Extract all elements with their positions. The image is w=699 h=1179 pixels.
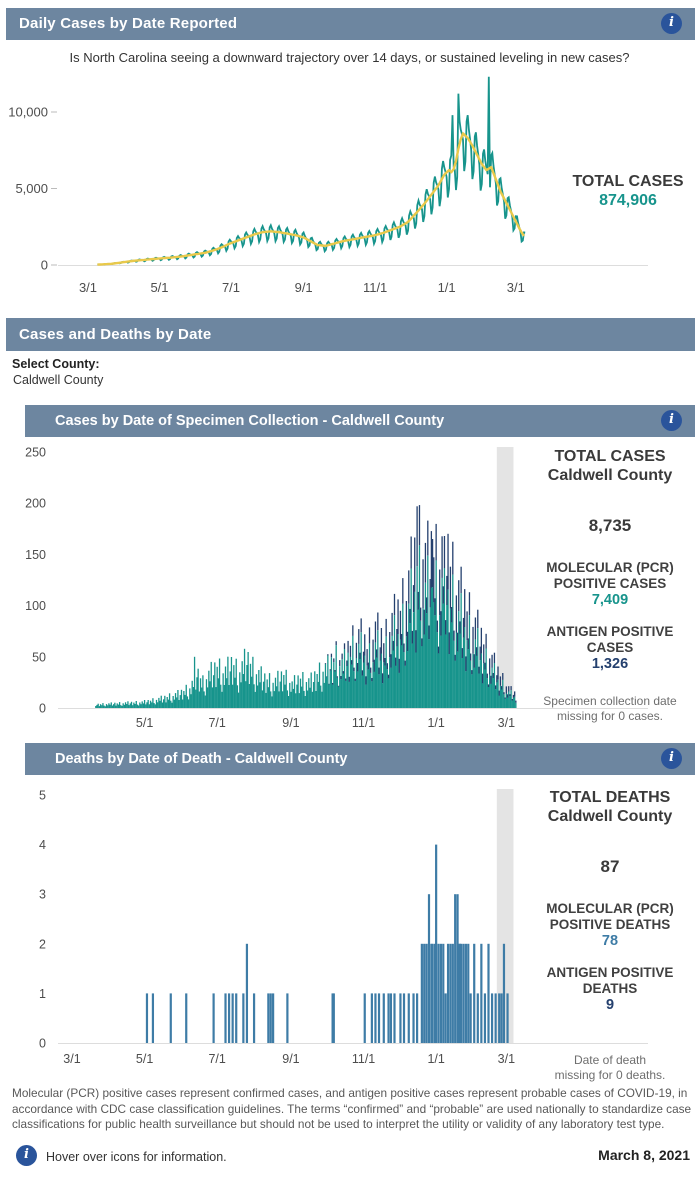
info-icon[interactable]: i xyxy=(661,410,682,431)
antigen-cases-label-1: ANTIGEN POSITIVE xyxy=(546,624,674,639)
antigen-deaths-value: 9 xyxy=(605,997,615,1013)
deaths-stats-county: Caldwell County xyxy=(547,808,673,825)
svg-text:1: 1 xyxy=(39,986,46,1001)
info-icon[interactable]: i xyxy=(16,1145,37,1166)
svg-text:0: 0 xyxy=(39,701,46,716)
svg-text:10,000: 10,000 xyxy=(8,104,48,120)
info-icon[interactable]: i xyxy=(661,748,682,769)
county-select[interactable]: Caldwell County xyxy=(13,373,104,387)
deaths-missing-note-2: missing for 0 deaths. xyxy=(554,1067,666,1082)
report-date: March 8, 2021 xyxy=(598,1147,690,1163)
section-header-cases-deaths xyxy=(6,318,695,351)
hover-hint-text: Hover over icons for information. xyxy=(46,1150,227,1164)
svg-text:3/1: 3/1 xyxy=(78,280,98,295)
select-county-label: Select County: xyxy=(12,357,100,371)
svg-text:5: 5 xyxy=(39,788,46,803)
recent-data-band xyxy=(497,447,514,708)
caldwell-cases-stats xyxy=(522,447,698,723)
pcr-deaths-value: 78 xyxy=(601,933,619,949)
svg-text:3: 3 xyxy=(39,887,46,902)
pcr-cases-value: 7,409 xyxy=(591,592,629,608)
caldwell-deaths-stats xyxy=(522,788,698,1082)
section-header-daily-cases xyxy=(6,8,695,40)
panel-header-deaths xyxy=(25,743,695,775)
svg-text:9/1: 9/1 xyxy=(282,1052,300,1066)
panel-header-deaths-title: Deaths by Date of Death - Caldwell County xyxy=(55,751,348,767)
section-header-daily-cases-title: Daily Cases by Date Reported xyxy=(19,15,238,32)
svg-text:5,000: 5,000 xyxy=(15,181,48,196)
cases-missing-note-1: Specimen collection date xyxy=(543,694,677,708)
cases-total-value: 8,735 xyxy=(588,516,632,535)
svg-text:7/1: 7/1 xyxy=(208,716,226,730)
panel-header-cases-specimen-title: Cases by Date of Specimen Collection - Caldwell County xyxy=(55,413,445,429)
svg-text:0: 0 xyxy=(40,257,48,273)
svg-text:3/1: 3/1 xyxy=(497,1052,516,1066)
nc-total-cases-value: 874,906 xyxy=(599,192,657,209)
antigen-deaths-label-2: DEATHS xyxy=(582,981,638,996)
svg-text:50: 50 xyxy=(32,650,46,665)
svg-text:9/1: 9/1 xyxy=(294,280,313,295)
svg-text:150: 150 xyxy=(25,547,46,562)
svg-text:0: 0 xyxy=(39,1036,46,1051)
nc-total-cases-label: TOTAL CASES xyxy=(572,173,684,190)
svg-text:3/1: 3/1 xyxy=(506,280,525,295)
pcr-antigen-footnote: Molecular (PCR) positive cases represent confirmed cases, and antigen positive cases represent probable cases of COVID-19, in accordance with CDC case classification guidelines. The terms “confirmed” and “probable” are used nationally to standardize case classifications for public health surveillance but should not be used to interpret the utility or validity of any laboratory test type. xyxy=(12,1086,692,1131)
svg-text:11/1: 11/1 xyxy=(351,1052,376,1066)
deaths-total-value: 87 xyxy=(600,857,620,876)
pcr-cases-label-2: POSITIVE CASES xyxy=(553,576,667,591)
svg-text:11/1: 11/1 xyxy=(351,716,376,730)
death-bars xyxy=(146,845,509,1043)
svg-text:5/1: 5/1 xyxy=(135,1052,154,1066)
svg-text:250: 250 xyxy=(25,445,46,460)
antigen-deaths-label-1: ANTIGEN POSITIVE xyxy=(546,965,674,980)
cases-stats-title: TOTAL CASES xyxy=(554,448,666,465)
svg-text:200: 200 xyxy=(25,496,46,511)
pcr-deaths-label-1: MOLECULAR (PCR) xyxy=(546,901,674,916)
moving-average-series xyxy=(97,133,524,264)
pcr-cases-label-1: MOLECULAR (PCR) xyxy=(546,560,674,575)
svg-text:1/1: 1/1 xyxy=(437,280,456,295)
svg-text:5/1: 5/1 xyxy=(135,716,154,730)
svg-text:1/1: 1/1 xyxy=(427,716,445,730)
svg-text:2: 2 xyxy=(39,937,46,952)
chart-question-subtitle: Is North Carolina seeing a downward trajectory over 14 days, or sustained leveling in new cases? xyxy=(69,50,630,65)
svg-text:9/1: 9/1 xyxy=(282,716,300,730)
svg-text:4: 4 xyxy=(39,838,46,853)
svg-text:7/1: 7/1 xyxy=(208,1052,226,1066)
cases-stats-county: Caldwell County xyxy=(547,467,673,484)
svg-text:11/1: 11/1 xyxy=(362,280,388,295)
cases-missing-note-2: missing for 0 cases. xyxy=(556,708,664,723)
svg-text:5/1: 5/1 xyxy=(150,280,169,295)
nc-total-cases-block xyxy=(540,172,699,210)
deaths-stats-title: TOTAL DEATHS xyxy=(549,789,671,806)
section-header-cases-deaths-title: Cases and Deaths by Date xyxy=(19,326,212,343)
panel-header-cases-specimen xyxy=(25,405,695,437)
svg-text:7/1: 7/1 xyxy=(221,280,241,295)
svg-text:3/1: 3/1 xyxy=(63,1052,81,1066)
svg-text:1/1: 1/1 xyxy=(427,1052,445,1066)
svg-text:3/1: 3/1 xyxy=(497,716,516,730)
antigen-cases-value: 1,326 xyxy=(591,656,629,672)
daily-cases-series xyxy=(97,77,525,265)
deaths-missing-note-1: Date of death xyxy=(573,1053,647,1067)
svg-text:100: 100 xyxy=(25,599,46,614)
antigen-cases-label-2: CASES xyxy=(586,640,634,655)
info-icon[interactable]: i xyxy=(661,13,682,34)
pcr-deaths-label-2: POSITIVE DEATHS xyxy=(549,917,671,932)
